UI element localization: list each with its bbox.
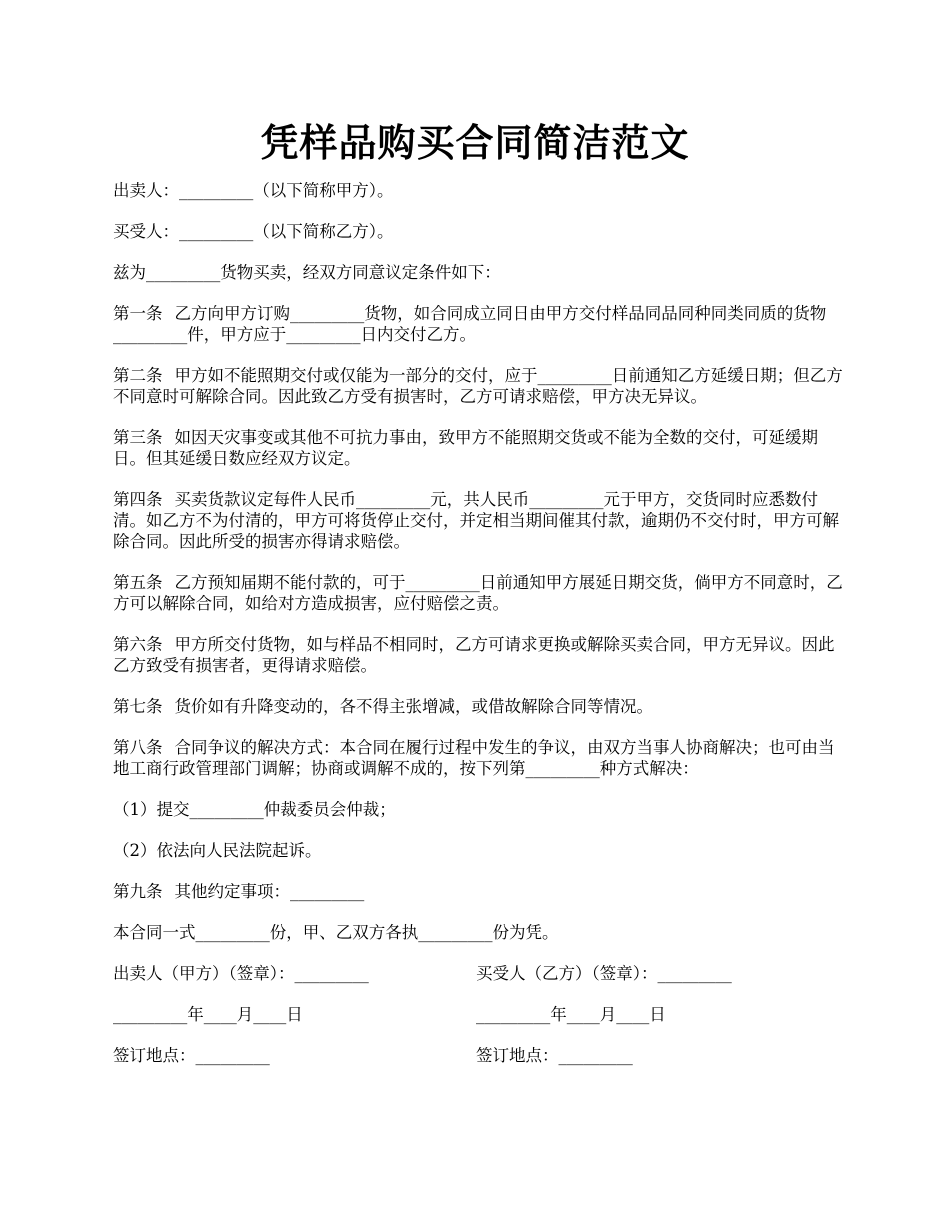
- seller-signature: 出卖人（甲方）（签章）：_________: [113, 964, 369, 983]
- clause-6: [113, 634, 843, 676]
- clause-2: [113, 365, 843, 407]
- clause-text: 合同争议的解决方式：本合同在履行过程中发生的争议，由双方当事人协商解决；也可由当地工商行政管理部门调解；协商或调解不成的，按下列第_________种方式解决：: [113, 738, 835, 778]
- clause-text: 乙方预知届期不能付款的，可于_________日前通知甲方展延日期交货，倘甲方不同意时，乙方可以解除合同，如给对方造成损害，应付赔偿之责。: [113, 573, 843, 613]
- clause-3: [113, 427, 843, 469]
- place-row: [113, 1045, 843, 1066]
- clause-9: [113, 881, 843, 902]
- clause-number: 第二条: [113, 366, 163, 385]
- clause-number: 第九条: [113, 882, 163, 901]
- clause-text: 如因天灾事变或其他不可抗力事由，致甲方不能照期交货或不能为全数的交付，可延缓期日。但其延缓日数应经双方议定。: [113, 428, 818, 468]
- clause-4: [113, 489, 843, 552]
- seller-line: 出卖人：_________（以下简称甲方）。: [113, 181, 394, 200]
- buyer-date: _________年____月____日: [476, 1005, 666, 1024]
- document-title: 凭样品购买合同简洁范文: [260, 120, 690, 165]
- option-1: （1）提交_________仲裁委员会仲裁；: [113, 800, 396, 819]
- clause-number: 第一条: [113, 304, 163, 323]
- clause-number: 第六条: [113, 635, 163, 654]
- clause-number: 第三条: [113, 428, 163, 447]
- clause-text: 甲方所交付货物，如与样品不相同时，乙方可请求更换或解除买卖合同，甲方无异议。因此乙方致受有损害者，更得请求赔偿。: [113, 635, 835, 675]
- clause-number: 第四条: [113, 490, 163, 509]
- option-2: （2）依法向人民法院起诉。: [113, 841, 322, 860]
- seller-date: _________年____月____日: [113, 1005, 303, 1024]
- buyer-place: 签订地点：_________: [476, 1046, 633, 1065]
- clause-text: 货价如有升降变动的，各不得主张增减，或借故解除合同等情况。: [174, 697, 653, 716]
- clause-text: 乙方向甲方订购_________货物，如合同成立同日由甲方交付样品同品同种同类同质的货物_________件，甲方应于_________日内交付乙方。: [113, 304, 827, 344]
- clause-5: [113, 572, 843, 614]
- buyer-signature: 买受人（乙方）（签章）：_________: [476, 964, 732, 983]
- clause-8: [113, 737, 843, 779]
- date-row: [113, 1004, 843, 1025]
- intro-paragraph: 兹为_________货物买卖，经双方同意议定条件如下：: [113, 263, 501, 282]
- document-body: [113, 180, 843, 1086]
- clause-text: 其他约定事项：_________: [174, 882, 365, 901]
- clause-number: 第七条: [113, 697, 163, 716]
- clause-text: 甲方如不能照期交付或仅能为一部分的交付，应于_________日前通知乙方延缓日期；但乙方不同意时可解除合同。因此致乙方受有损害时，乙方可请求赔偿，甲方决无异议。: [113, 366, 843, 406]
- buyer-line: 买受人：_________（以下简称乙方）。: [113, 222, 394, 241]
- clause-1: [113, 303, 843, 345]
- clause-number: 第八条: [113, 738, 163, 757]
- copies-line: 本合同一式_________份，甲、乙双方各执_________份为凭。: [113, 923, 559, 942]
- clause-text: 买卖货款议定每件人民币_________元，共人民币_________元于甲方，交货同时应悉数付清。如乙方不为付清的，甲方可将货停止交付，并定相当期间催其付款，逾期仍不交付时，甲方可解除合同。因此所受的损害亦得请求赔偿。: [113, 490, 839, 551]
- clause-7: [113, 696, 843, 717]
- clause-number: 第五条: [113, 573, 163, 592]
- signature-row: [113, 963, 843, 984]
- seller-place: 签订地点：_________: [113, 1046, 270, 1065]
